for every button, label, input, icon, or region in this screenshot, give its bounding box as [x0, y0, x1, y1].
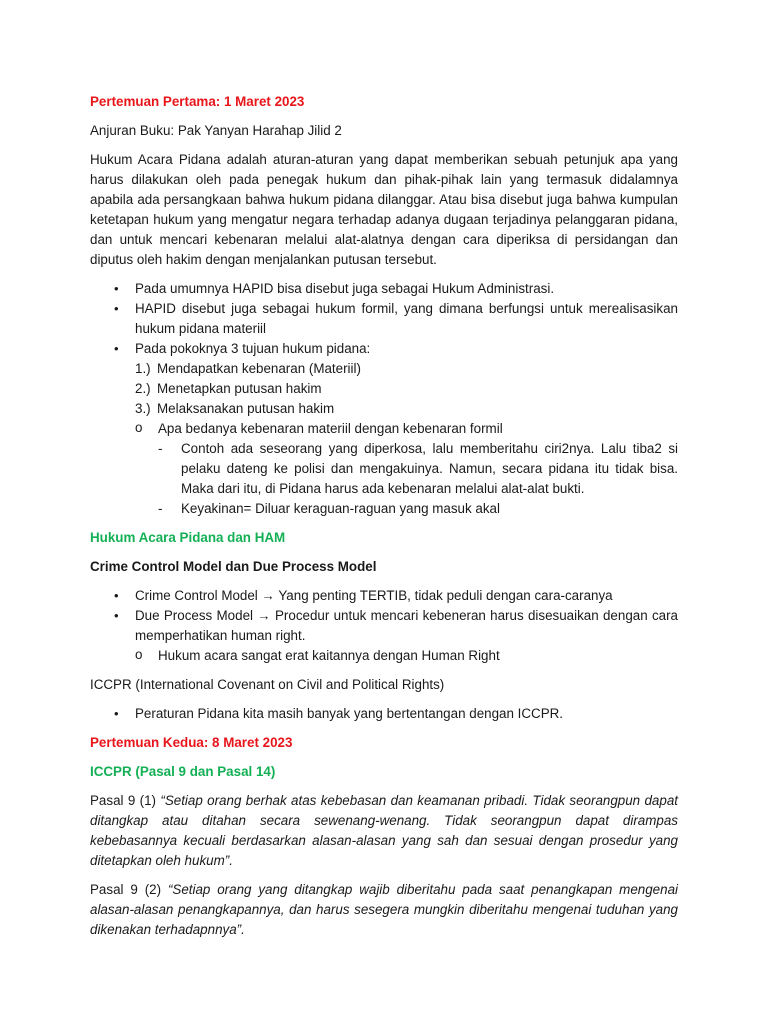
list-item — [90, 439, 678, 499]
pasal-9-1-paragraph — [90, 791, 678, 871]
sub-bullet-text: Hukum acara sangat erat kaitannya dengan Human Right — [158, 648, 500, 663]
list-item — [90, 499, 678, 519]
dash-text: Contoh ada seseorang yang diperkosa, lalu memberitahu ciri2nya. Lalu tiba2 si pelaku dateng ke polisi dan mengakuinya. Namun, secara pidana itu tidak bisa. Maka dari itu, di Pidana harus ada kebenaran melalui alat-alat bukti. — [181, 441, 678, 496]
list-item — [90, 279, 678, 299]
hapid-bullet-list — [90, 279, 678, 519]
item-number: 3.) — [135, 401, 151, 416]
item-text: Melaksanakan putusan hakim — [157, 401, 335, 416]
bullet-marker: • — [114, 281, 119, 296]
list-item — [90, 299, 678, 339]
article-label: Pasal 9 (2) — [90, 882, 168, 897]
dash-marker: - — [158, 441, 163, 456]
bullet-text: HAPID disebut juga sebagai hukum formil, yang dimana berfungsi untuk merealisasikan hukum pidana materiil — [135, 301, 678, 336]
list-item — [90, 339, 678, 519]
subheading-models: Crime Control Model dan Due Process Model — [90, 559, 377, 574]
pasal-9-2-paragraph — [90, 880, 678, 940]
bullet-marker: • — [114, 341, 119, 356]
circle-marker: o — [135, 420, 143, 435]
iccpr-bullet-list — [90, 704, 678, 724]
item-number: 2.) — [135, 381, 151, 396]
list-item — [135, 419, 678, 439]
article-quote: “Setiap orang yang ditangkap wajib diberitahu pada saat penangkapan mengenai alasan-alasan penangkapannya, dan harus sesegera mungkin diberitahu mengenai tuduhan yang dikenakan terhadapnnya”. — [90, 882, 678, 937]
bullet-text: Peraturan Pidana kita masih banyak yang bertentangan dengan ICCPR. — [135, 706, 564, 721]
dash-text: Keyakinan= Diluar keraguan-raguan yang masuk akal — [181, 501, 500, 516]
sub-bullet-list — [135, 646, 678, 666]
subheading-iccpr-articles: ICCPR (Pasal 9 dan Pasal 14) — [90, 764, 276, 779]
bullet-text: Pada pokoknya 3 tujuan hukum pidana: — [135, 341, 371, 356]
item-text: Mendapatkan kebenaran (Materiil) — [157, 361, 361, 376]
list-item — [90, 586, 678, 606]
dash-marker: - — [158, 501, 163, 516]
section-heading-meeting-1: Pertemuan Pertama: 1 Maret 2023 — [90, 94, 305, 109]
iccpr-line: ICCPR (International Covenant on Civil and Political Rights) — [90, 677, 445, 692]
circle-marker: o — [135, 647, 143, 662]
article-quote: “Setiap orang berhak atas kebebasan dan keamanan pribadi. Tidak seorangpun dapat ditangkap atau ditahan secara sewenang-wenang. Tidak seorangpun dapat dirampas kebebasannya kecuali berdasarkan alasan-alasan yang sah dan sesuai dengan prosedur yang ditetapkan oleh hukum”. — [90, 793, 678, 868]
section-heading-meeting-2: Pertemuan Kedua: 8 Maret 2023 — [90, 735, 293, 750]
item-number: 1.) — [135, 361, 151, 376]
list-item — [135, 359, 678, 379]
sub-bullet-list — [135, 419, 678, 439]
list-item — [90, 606, 678, 666]
definition-paragraph: Hukum Acara Pidana adalah aturan-aturan yang dapat memberikan sebuah petunjuk apa yang harus dilakukan oleh pada penegak hukum dan pihak-pihak lain yang termasuk didalamnya apabila ada persangkaan bahwa hukum pidana dilanggar. Atau bisa disebut juga bahwa kumpulan ketetapan hukum yang mengatur negara terhadap adanya dugaan terjadinya pelanggaran pidana, dan untuk mencari kebenaran melalui alat-alatnya dengan cara diperiksa di persidangan dan diputus oleh hakim dengan menjalankan putusan tersebut. — [90, 152, 678, 267]
bullet-text: Pada umumnya HAPID bisa disebut juga sebagai Hukum Administrasi. — [135, 281, 555, 296]
bullet-text: Crime Control Model → Yang penting TERTIB, tidak peduli dengan cara-caranya — [135, 588, 613, 603]
models-bullet-list — [90, 586, 678, 666]
list-item — [135, 399, 678, 419]
list-item — [135, 646, 678, 666]
section-heading-ham: Hukum Acara Pidana dan HAM — [90, 530, 286, 545]
bullet-marker: • — [114, 301, 119, 316]
bullet-text: Due Process Model → Procedur untuk mencari kebeneran harus disesuaikan dengan cara memperhatikan human right. — [135, 608, 678, 643]
sub-bullet-text: Apa bedanya kebenaran materiil dengan kebenaran formil — [158, 421, 503, 436]
bullet-marker: • — [114, 588, 119, 603]
recommended-book: Anjuran Buku: Pak Yanyan Harahap Jilid 2 — [90, 123, 342, 138]
item-text: Menetapkan putusan hakim — [157, 381, 322, 396]
bullet-marker: • — [114, 706, 119, 721]
list-item — [135, 379, 678, 399]
list-item — [90, 704, 678, 724]
bullet-marker: • — [114, 608, 119, 623]
article-label: Pasal 9 (1) — [90, 793, 161, 808]
goals-numbered-list — [135, 359, 678, 419]
dash-list — [90, 439, 678, 519]
